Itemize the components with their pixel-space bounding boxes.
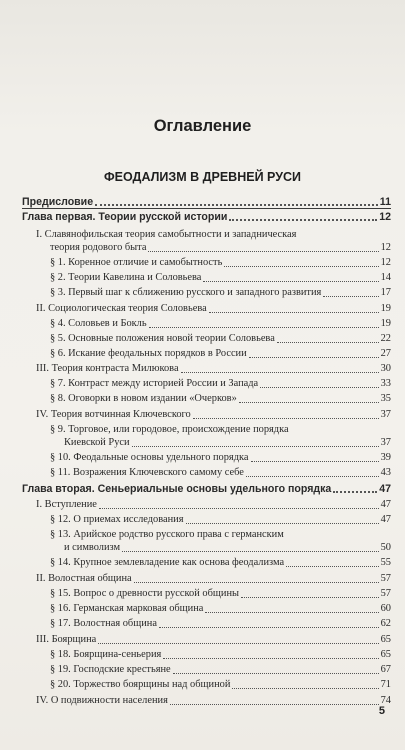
toc-entry-text: III. Боярщина	[36, 634, 97, 645]
toc-entry	[50, 618, 391, 630]
toc-entry	[50, 603, 391, 615]
toc-page-number: 74	[380, 695, 391, 706]
toc-page-number: 35	[380, 393, 391, 404]
dot-leader	[159, 627, 379, 628]
toc-entry-text: Предисловие	[22, 196, 94, 208]
toc-entry-text: § 17. Волостная община	[50, 618, 157, 629]
toc-entry-continuation: Киевской Руси	[64, 437, 130, 448]
dot-leader	[148, 251, 378, 252]
toc-entry-text: § 5. Основные положения новой теории Соловьева	[50, 333, 275, 344]
dot-leader	[239, 402, 379, 403]
toc-page-number: 11	[379, 196, 391, 208]
toc-entry	[50, 318, 391, 330]
toc-entry-text: § 4. Соловьев и Бокль	[50, 318, 147, 329]
toc-entry-text: § 3. Первый шаг к сближению русского и западного развития	[50, 287, 322, 298]
toc-entry-text: II. Волостная община	[36, 573, 132, 584]
show-through-text	[24, 0, 397, 110]
toc-page-number: 57	[380, 588, 391, 599]
toc-page-number: 12	[380, 257, 391, 268]
dot-leader	[193, 418, 379, 419]
toc-entry-text: § 15. Вопрос о древности русской общины	[50, 588, 239, 599]
dot-leader	[132, 446, 379, 447]
dot-leader	[209, 312, 379, 313]
toc-entry	[50, 378, 391, 390]
toc-page-number: 71	[380, 679, 391, 690]
toc-page-number: 19	[380, 303, 391, 314]
toc-entry	[22, 483, 391, 495]
toc-page-number: 50	[380, 542, 391, 553]
toc-entry	[64, 542, 391, 554]
dot-leader	[260, 387, 378, 388]
toc-entry	[50, 467, 391, 479]
toc-page-number: 65	[380, 649, 391, 660]
toc-entry-text: § 1. Коренное отличие и самобытность	[50, 257, 223, 268]
toc-entry-text: § 16. Германская марковая община	[50, 603, 204, 614]
dot-leader	[98, 643, 378, 644]
dot-leader	[224, 266, 378, 267]
toc-page-number: 14	[380, 272, 391, 283]
toc-entry	[36, 499, 391, 511]
toc-entry	[50, 257, 391, 269]
toc-entry	[36, 695, 391, 707]
toc-entry-text: § 18. Боярщина-сеньерия	[50, 649, 162, 660]
toc-entry-text: II. Социологическая теория Соловьева	[36, 303, 207, 314]
toc-entry-continuation: и символизм	[64, 542, 121, 553]
dot-leader	[163, 658, 378, 659]
toc-entry	[36, 634, 391, 646]
toc-page-number: 43	[380, 467, 391, 478]
toc-page-number: 27	[380, 348, 391, 359]
toc-entry	[50, 664, 391, 676]
dot-leader	[170, 704, 379, 705]
toc-entry-text: I. Славянофильская теория самобытности и западническая	[36, 229, 297, 240]
dot-leader	[323, 296, 378, 297]
toc-entry-text: III. Теория контраста Милюкова	[36, 363, 179, 374]
toc-page-number: 47	[380, 499, 391, 510]
toc-page-number: 30	[380, 363, 391, 374]
toc-entry-text: § 13. Арийское родство русского права с германским	[50, 529, 284, 540]
dot-leader	[232, 688, 378, 689]
toc-page-number: 37	[380, 409, 391, 420]
toc-entry-text: § 9. Торговое, или городовое, происхождение порядка	[50, 424, 289, 435]
dot-leader	[333, 491, 377, 493]
section-title: ФЕОДАЛИЗМ В ДРЕВНЕЙ РУСИ	[103, 170, 301, 184]
toc-entry	[50, 272, 391, 284]
toc-page-number: 19	[380, 318, 391, 329]
toc-page-number: 39	[380, 452, 391, 463]
dot-leader	[173, 673, 379, 674]
toc-entry-text: § 10. Феодальные основы удельного порядка	[50, 452, 249, 463]
dot-leader	[99, 508, 379, 509]
toc-entry-text: § 6. Искание феодальных порядков в России	[50, 348, 247, 359]
toc-page-number: 47	[379, 483, 391, 495]
dot-leader	[229, 219, 377, 221]
toc-entry-text: § 2. Теории Кавелина и Соловьева	[50, 272, 202, 283]
toc-entry	[36, 363, 391, 375]
dot-leader	[149, 327, 379, 328]
toc-entry	[64, 437, 391, 449]
toc-page-number: 57	[380, 573, 391, 584]
toc-entry	[36, 409, 391, 421]
toc-page-number: 12	[379, 211, 391, 223]
dot-leader	[95, 204, 378, 206]
toc-page-number: 47	[380, 514, 391, 525]
toc-entry-text: § 12. О приемах исследования	[50, 514, 184, 525]
dot-leader	[205, 612, 378, 613]
toc-entry-text: § 19. Господские крестьяне	[50, 664, 171, 675]
toc-entry	[22, 196, 391, 208]
toc-page-number: 55	[380, 557, 391, 568]
toc-page-number: 22	[380, 333, 391, 344]
toc-entry	[36, 573, 391, 585]
toc-entry	[50, 679, 391, 691]
dot-leader	[277, 342, 379, 343]
toc-page-number: 65	[380, 634, 391, 645]
toc-entry-text: IV. Теория вотчинная Ключевского	[36, 409, 191, 420]
toc-page-number: 67	[380, 664, 391, 675]
page-number: 5	[378, 705, 385, 717]
dot-leader	[122, 551, 379, 552]
toc-entry-text: I. Вступление	[36, 499, 97, 510]
toc-entry	[50, 348, 391, 360]
toc-entry	[50, 452, 391, 464]
toc-page-number: 17	[380, 287, 391, 298]
toc-page-number: 37	[380, 437, 391, 448]
toc-page-number: 60	[380, 603, 391, 614]
dot-leader	[134, 582, 379, 583]
toc-entry	[50, 514, 391, 526]
toc-entry	[50, 588, 391, 600]
dot-leader	[286, 566, 379, 567]
toc-page-number: 33	[380, 378, 391, 389]
toc-entry-text: § 7. Контраст между историей России и Запада	[50, 378, 259, 389]
dot-leader	[203, 281, 378, 282]
toc-entry-text: Глава первая. Теории русской истории	[22, 211, 228, 223]
toc-entry-continuation: теория родового быта	[50, 242, 147, 253]
toc-entry-text: Глава вторая. Сеньериальные основы удельного порядка	[22, 483, 332, 495]
toc-entry	[50, 333, 391, 345]
toc-entry	[50, 242, 391, 254]
contents-heading: Оглавление	[153, 117, 252, 135]
dot-leader	[241, 597, 379, 598]
dot-leader	[251, 461, 379, 462]
dot-leader	[246, 476, 379, 477]
toc-entry-text: IV. О подвижности населения	[36, 695, 168, 706]
toc-entry-text: § 11. Возражения Ключевского самому себе	[50, 467, 244, 478]
toc-entry	[22, 211, 391, 223]
dot-leader	[249, 357, 379, 358]
toc-entry	[50, 557, 391, 569]
divider-line	[22, 208, 391, 209]
toc-entry	[50, 393, 391, 405]
dot-leader	[181, 372, 379, 373]
toc-entry	[50, 649, 391, 661]
toc-entry	[50, 287, 391, 299]
toc-entry	[36, 303, 391, 315]
toc-page-number: 62	[380, 618, 391, 629]
toc-entry-text: § 20. Торжество боярщины над общиной	[50, 679, 231, 690]
toc-entry-text: § 14. Крупное землевладение как основа феодализма	[50, 557, 285, 568]
dot-leader	[186, 523, 379, 524]
toc-entry-text: § 8. Оговорки в новом издании «Очерков»	[50, 393, 237, 404]
toc-page-number: 12	[380, 242, 391, 253]
